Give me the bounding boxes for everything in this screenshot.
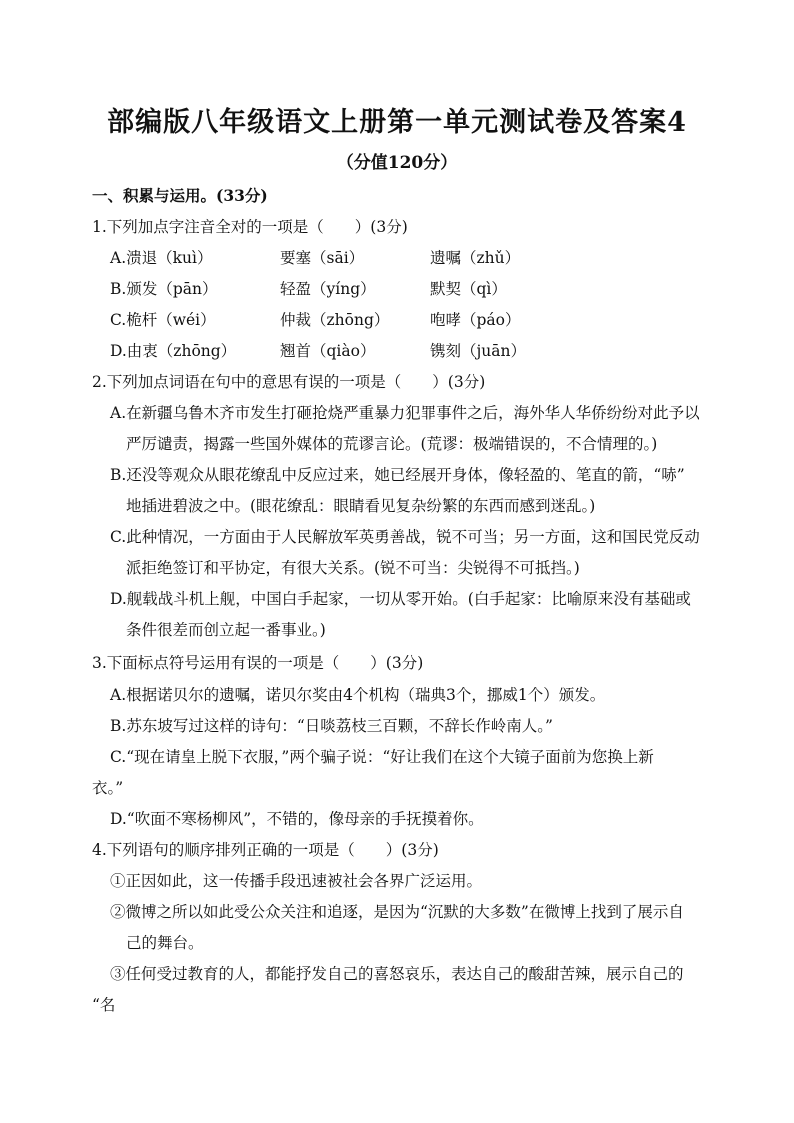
q3-option-d: D.“吹面不寒杨柳风”，不错的，像母亲的手抚摸着你。 <box>110 810 484 828</box>
q2-option-d-line2: 条件很差而创立起一番事业。) <box>126 621 326 639</box>
q2-option-b-line1: B.还没等观众从眼花缭乱中反应过来，她已经展开身体，像轻盈的、笔直的箭，“哧” <box>110 466 685 484</box>
q2-option-d-line1: D.舰载战斗机上舰，中国白手起家，一切从零开始。(白手起家：比喻原来没有基础或 <box>110 590 691 608</box>
score-note: （分值120分） <box>336 153 458 173</box>
q1-option-b-3: 默契（qì） <box>430 280 507 298</box>
question-4-stem: 4.下列语句的顺序排列正确的一项是（ ）(3分) <box>92 841 439 859</box>
q3-option-c-line2: 衣。” <box>92 779 124 797</box>
question-3-stem: 3.下面标点符号运用有误的一项是（ ）(3分) <box>92 654 424 672</box>
q4-sentence-3-line2: “名 <box>92 996 116 1014</box>
q1-option-c-3: 咆哮（páo） <box>430 311 521 329</box>
q1-option-a-1: A.溃退（kuì） <box>110 249 213 267</box>
q1-option-d-3: 镌刻（juān） <box>430 342 527 360</box>
q4-sentence-3-line1: ③任何受过教育的人，都能抒发自己的喜怒哀乐，表达自己的酸甜苦辣，展示自己的 <box>110 965 684 983</box>
q3-option-b: B.苏东坡写过这样的诗句：“日啖荔枝三百颗，不辞长作岭南人。” <box>110 717 553 735</box>
q1-option-b-1: B.颁发（pān） <box>110 280 218 298</box>
q1-option-a-3: 遗嘱（zhǔ） <box>430 249 521 267</box>
q2-option-a-line2: 严厉谴责，揭露一些国外媒体的荒谬言论。(荒谬：极端错误的，不合情理的。) <box>126 435 658 453</box>
q1-option-b-2: 轻盈（yíng） <box>280 280 376 298</box>
q1-option-d-1: D.由衷（zhōng） <box>110 342 237 360</box>
q4-sentence-1: ①正因如此，这一传播手段迅速被社会各界广泛运用。 <box>110 872 483 890</box>
q1-option-a-2: 要塞（sāi） <box>280 249 365 267</box>
q4-sentence-2-line1: ②微博之所以如此受公众关注和追逐，是因为“沉默的大多数”在微博上找到了展示自 <box>110 903 684 921</box>
q2-option-b-line2: 地插进碧波之中。(眼花缭乱：眼睛看见复杂纷繁的东西而感到迷乱。) <box>126 497 596 515</box>
q1-option-c-1: C.桅杆（wéi） <box>110 311 216 329</box>
q4-sentence-2-line2: 己的舞台。 <box>126 934 204 952</box>
section-heading: 一、积累与运用。(33分) <box>92 186 268 205</box>
q1-option-c-2: 仲裁（zhōng） <box>280 311 390 329</box>
q2-option-a-line1: A.在新疆乌鲁木齐市发生打砸抢烧严重暴力犯罪事件之后，海外华人华侨纷纷对此予以 <box>110 404 700 422</box>
q2-option-c-line2: 派拒绝签订和平协定，有很大关系。(锐不可当：尖锐得不可抵挡。) <box>126 559 580 577</box>
q3-option-a: A.根据诺贝尔的遗嘱，诺贝尔奖由4个机构（瑞典3个，挪威1个）颁发。 <box>110 686 606 704</box>
q2-option-c-line1: C.此种情况，一方面由于人民解放军英勇善战，锐不可当；另一方面，这和国民党反动 <box>110 528 700 546</box>
page-title: 部编版八年级语文上册第一单元测试卷及答案4 <box>107 107 687 138</box>
question-2-stem: 2.下列加点词语在句中的意思有误的一项是（ ）(3分) <box>92 373 486 391</box>
q3-option-c-line1: C.“现在请皇上脱下衣服，”两个骗子说：“好让我们在这个大镜子面前为您换上新 <box>110 748 654 766</box>
question-1-stem: 1.下列加点字注音全对的一项是（ ）(3分) <box>92 218 408 236</box>
q1-option-d-2: 翘首（qiào） <box>280 342 376 360</box>
